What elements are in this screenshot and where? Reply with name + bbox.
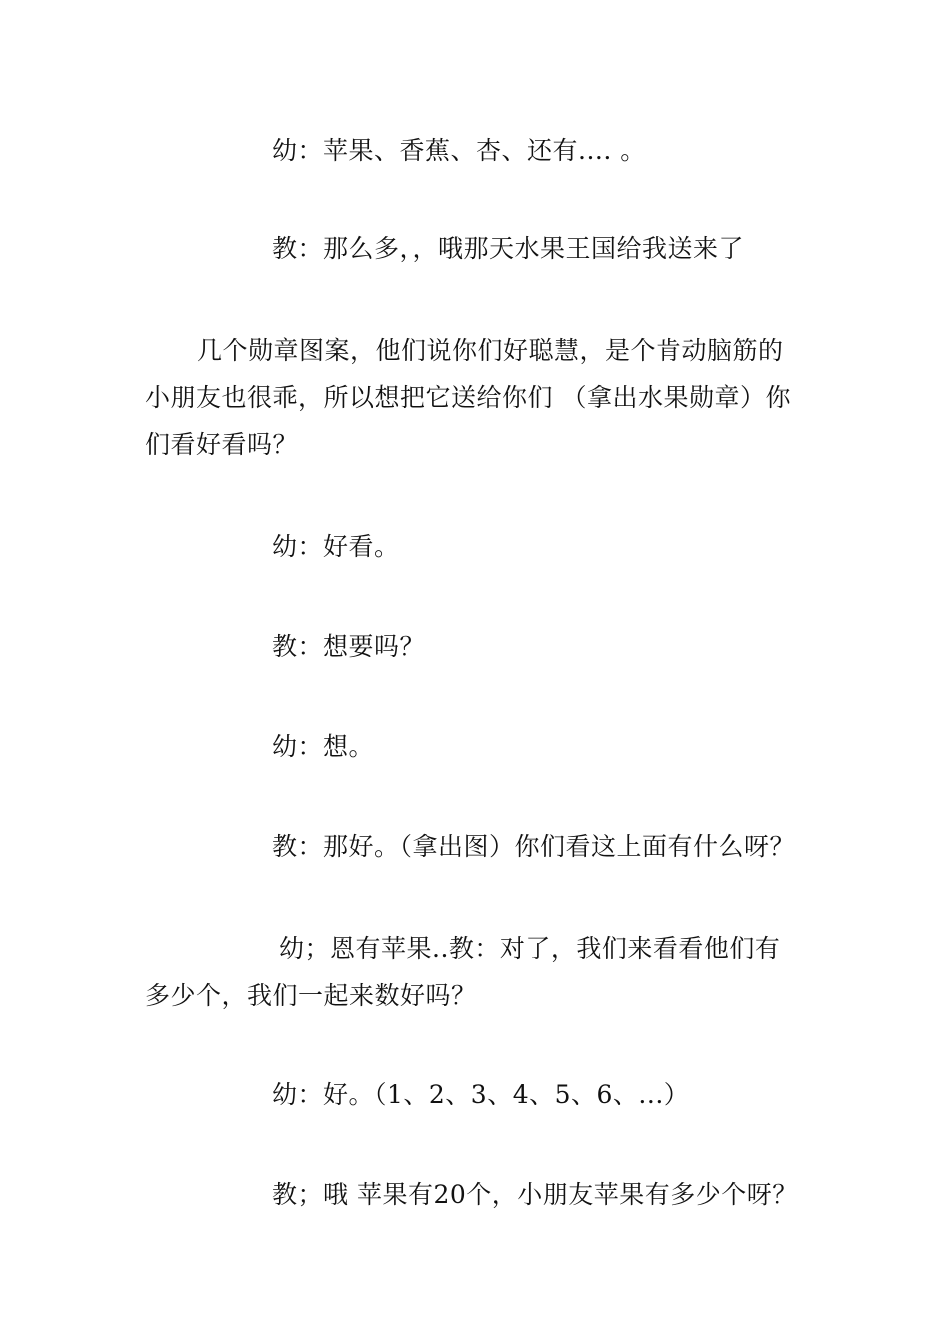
dialogue-line-child-nice: 幼：好看。 bbox=[272, 532, 400, 561]
paragraph-medals-line-2: 小朋友也很乖，所以想把它送给你们 （拿出水果勋章）你 bbox=[145, 383, 791, 412]
paragraph-medals-line-3: 们看好看吗？ bbox=[145, 430, 299, 459]
dialogue-line-teacher-so-many: 教：那么多，，哦那天水果王国给我送来了 bbox=[272, 234, 745, 263]
dialogue-line-teacher-show-picture: 教：那好。（拿出图）你们看这上面有什么呀？ bbox=[272, 832, 796, 861]
paragraph-count-apples bbox=[145, 925, 810, 1019]
dialogue-line-child-fruits: 幼：苹果、香蕉、杏、还有.... 。 bbox=[272, 136, 646, 165]
paragraph-count-line-1: 幼；恩有苹果..教：对了，我们来看看他们有 bbox=[279, 934, 781, 963]
dialogue-line-child-counting: 幼：好。（1、2、3、4、5、6、...） bbox=[272, 1080, 690, 1109]
dialogue-line-child-want: 幼：想。 bbox=[272, 732, 375, 761]
paragraph-medals bbox=[145, 327, 810, 468]
paragraph-count-line-2: 多少个，我们一起来数好吗？ bbox=[145, 981, 477, 1010]
dialogue-line-teacher-twenty-apples: 教；哦 苹果有20个，小朋友苹果有多少个呀？ bbox=[272, 1180, 798, 1209]
paragraph-medals-line-1: 几个勋章图案，他们说你们好聪慧，是个肯动脑筋的 bbox=[197, 336, 784, 365]
dialogue-line-teacher-want: 教：想要吗？ bbox=[272, 632, 426, 661]
